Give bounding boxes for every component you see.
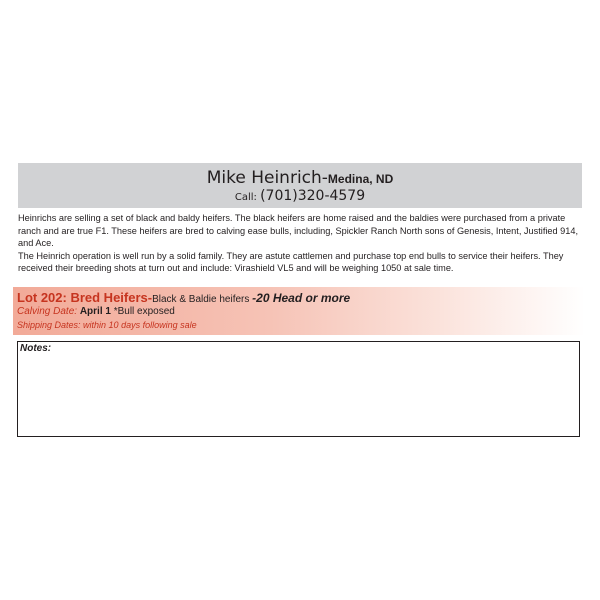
calving-label: Calving Date: [17,306,80,317]
shipping-dates: Shipping Dates: within 10 days following sale [17,320,197,330]
lot-info-band [13,287,585,335]
lot-head-count: -20 Head or more [252,291,351,305]
calving-note: *Bull exposed [110,306,175,317]
description-paragraph-1: Heinrichs are selling a set of black and baldy heifers. The black heifers are home raised and the baldies were purchased from a private ranch and are true F1. These heifers are bred to calving ease bulls, including, Spickler Ranch North sons of Genesis, Intent, Justified 914, and Ace. [18,213,579,249]
seller-location: Medina, ND [327,172,394,186]
notes-box[interactable] [17,341,580,437]
seller-name: Mike Heinrich- [206,168,328,188]
phone-number: (701)320-4579 [260,188,366,204]
description-paragraph-2: The Heinrich operation is well run by a solid family. They are astute cattlemen and purchase top end bulls to service their heifers. They received their breeding shots at turn out and include: Virashield VL5 and will be weighing 1050 at sale time. [18,250,564,274]
notes-label: Notes: [20,343,52,354]
call-label: Call: [234,192,261,203]
lot-breed: Black & Baldie heifers [152,294,253,305]
seller-contact [18,187,582,207]
seller-header [18,163,582,208]
lot-title: Lot 202: Bred Heifers- [17,290,153,305]
calving-date-line [17,305,175,319]
seller-title [18,168,582,189]
seller-description [18,212,584,275]
calving-date: April 1 [79,306,111,317]
